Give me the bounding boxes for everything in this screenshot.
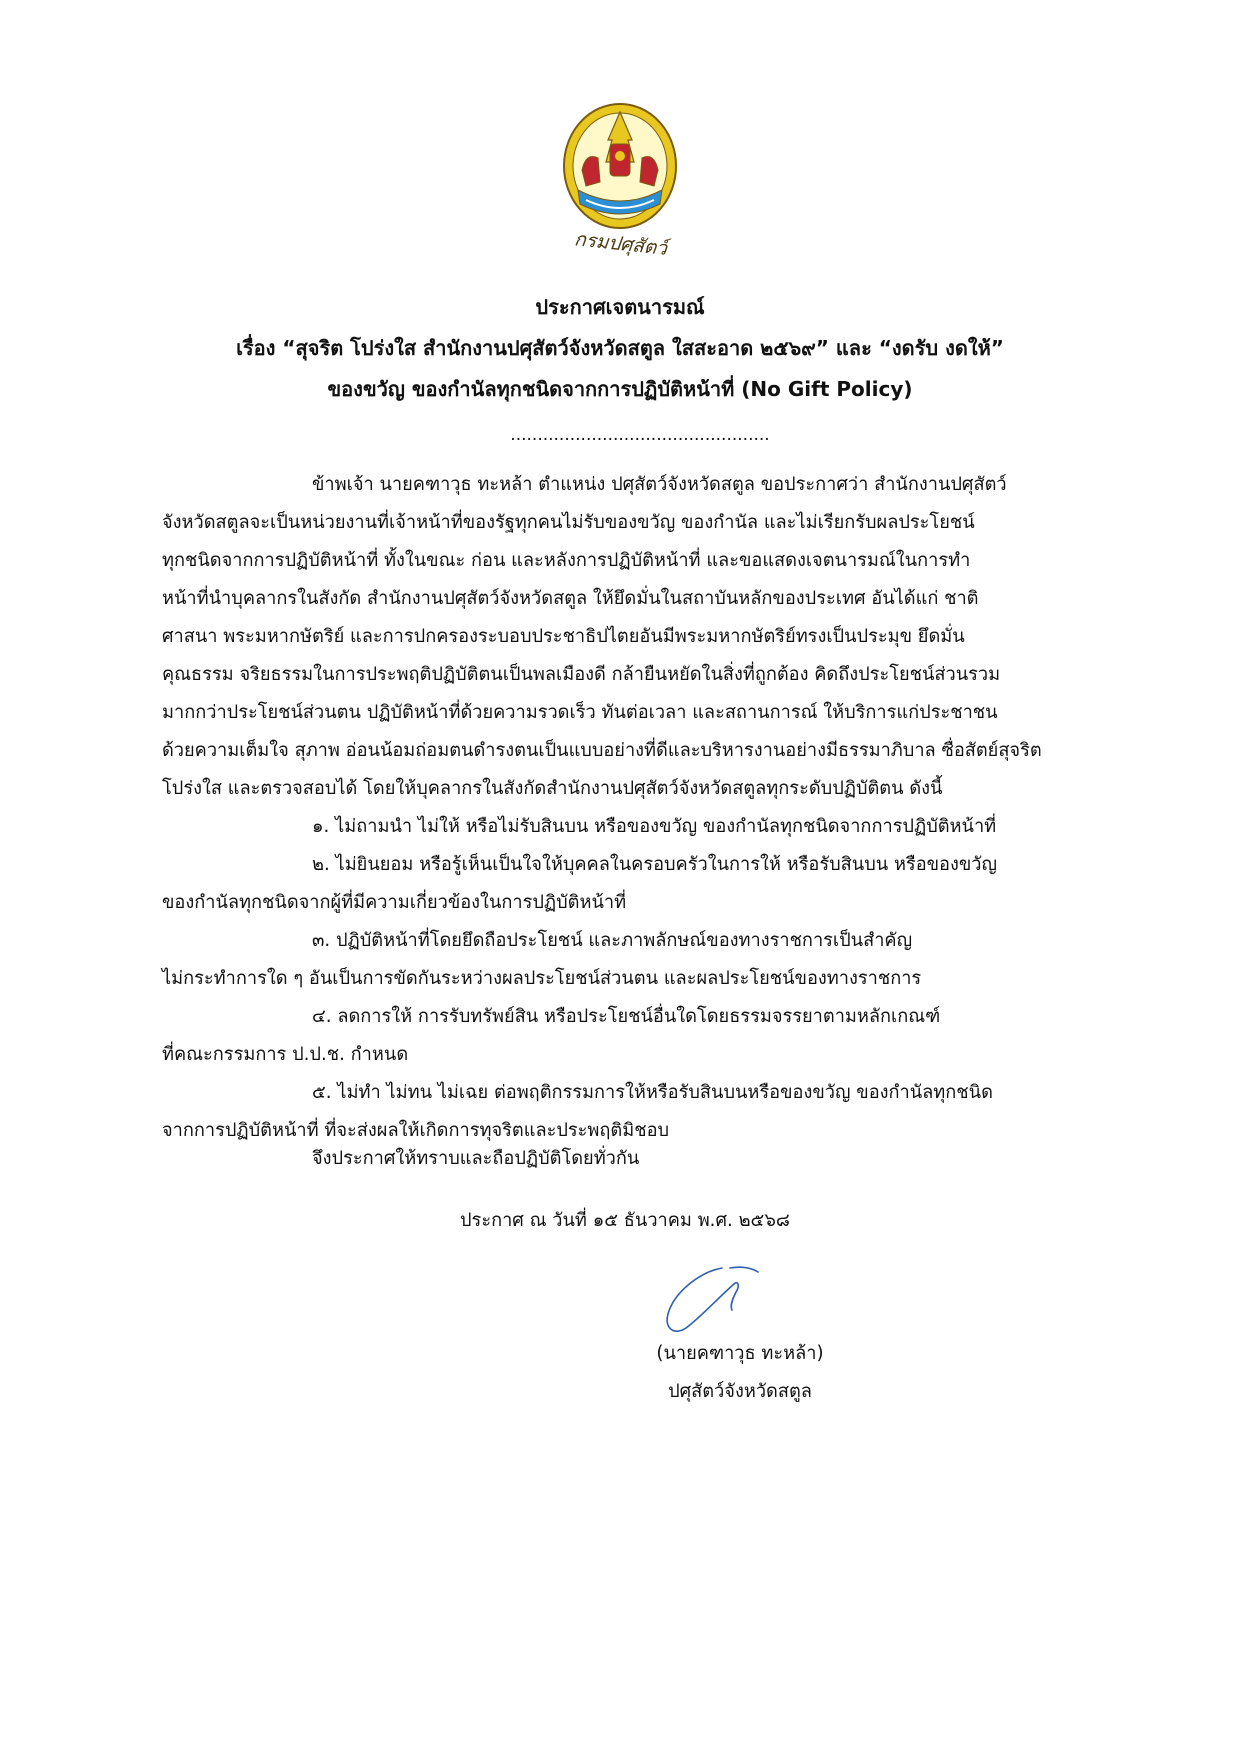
divider-dots: ................................................	[510, 425, 770, 445]
handwritten-signature	[660, 1262, 780, 1342]
subject-line-2: ของขวัญ ของกำนัลทุกชนิดจากการปฏิบัติหน้าที่ (No Gift Policy)	[327, 377, 913, 401]
list-item-2-continued: ของกำนัลทุกชนิดจากผู้ที่มีความเกี่ยวข้องในการปฏิบัติหน้าที่	[162, 892, 627, 913]
emblem-caption: กรมปศุสัตว์	[573, 228, 669, 260]
list-item-1: ๑. ไม่ถามนำ ไม่ให้ หรือไม่รับสินบน หรือของขวัญ ของกำนัลทุกชนิดจากการปฏิบัติหน้าที่	[312, 816, 997, 837]
announcement-title: ประกาศเจตนารมณ์	[535, 295, 705, 319]
list-item-4: ๔. ลดการให้ การรับทรัพย์สิน หรือประโยชน์อื่นใดโดยธรรมจรรยาตามหลักเกณฑ์	[312, 1006, 941, 1027]
paragraph-line: ข้าพเจ้า นายคฑาวุธ ทะหล้า ตำแหน่ง ปศุสัตว์จังหวัดสตูล ขอประกาศว่า สำนักงานปศุสัตว์	[312, 474, 1007, 495]
paragraph-line: หน้าที่นำบุคลากรในสังกัด สำนักงานปศุสัตว์จังหวัดสตูล ให้ยึดมั่นในสถาบันหลักของประเทศ อันได้แก่ ชาติ	[162, 588, 979, 609]
paragraph-line: ทุกชนิดจากการปฏิบัติหน้าที่ ทั้งในขณะ ก่อน และหลังการปฏิบัติหน้าที่ และขอแสดงเจตนารมณ์ในการทำ	[162, 550, 971, 571]
paragraph-line: ศาสนา พระมหากษัตริย์ และการปกครองระบอบประชาธิปไตยอันมีพระมหากษัตริย์ทรงเป็นประมุข ยึดมั่น	[162, 626, 965, 647]
list-item-3-continued: ไม่กระทำการใด ๆ อันเป็นการขัดกันระหว่างผลประโยชน์ส่วนตน และผลประโยชน์ของทางราชการ	[162, 968, 922, 989]
paragraph-line: จังหวัดสตูลจะเป็นหน่วยงานที่เจ้าหน้าที่ของรัฐทุกคนไม่รับของขวัญ ของกำนัล และไม่เรียกรับผลประโยชน์	[162, 512, 975, 533]
paragraph-line: มากกว่าประโยชน์ส่วนตน ปฏิบัติหน้าที่ด้วยความรวดเร็ว ทันต่อเวลา และสถานการณ์ ให้บริการแก่ประชาชน	[162, 702, 998, 723]
department-of-livestock-emblem	[560, 100, 680, 290]
signatory-position: ปศุสัตว์จังหวัดสตูล	[668, 1381, 812, 1402]
list-item-5-continued: จากการปฏิบัติหน้าที่ ที่จะส่งผลให้เกิดการทุจริตและประพฤติมิชอบ	[162, 1120, 670, 1141]
paragraph-line: คุณธรรม จริยธรรมในการประพฤติปฏิบัติตนเป็นพลเมืองดี กล้ายืนหยัดในสิ่งที่ถูกต้อง คิดถึงประโยชน์ส่วนรวม	[162, 664, 1001, 685]
closing-statement: จึงประกาศให้ทราบและถือปฏิบัติโดยทั่วกัน	[312, 1148, 640, 1169]
list-item-5: ๕. ไม่ทำ ไม่ทน ไม่เฉย ต่อพฤติกรรมการให้หรือรับสินบนหรือของขวัญ ของกำนัลทุกชนิด	[312, 1082, 993, 1103]
paragraph-line: ด้วยความเต็มใจ สุภาพ อ่อนน้อมถ่อมตนดำรงตนเป็นแบบอย่างที่ดีและบริหารงานอย่างมีธรรมาภิบาล ซื่อสัตย์สุจริต	[162, 740, 1042, 761]
list-item-4-continued: ที่คณะกรรมการ ป.ป.ช. กำหนด	[162, 1044, 409, 1065]
paragraph-line: โปร่งใส และตรวจสอบได้ โดยให้บุคลากรในสังกัดสำนักงานปศุสัตว์จังหวัดสตูลทุกระดับปฏิบัติตน ดังนี้	[162, 778, 943, 799]
subject-line-1: เรื่อง “สุจริต โปร่งใส สำนักงานปศุสัตว์จังหวัดสตูล ใสสะอาด ๒๕๖๙” และ “งดรับ งดให้”	[236, 336, 1004, 360]
list-item-2: ๒. ไม่ยินยอม หรือรู้เห็นเป็นใจให้บุคคลในครอบครัวในการให้ หรือรับสินบน หรือของขวัญ	[312, 854, 998, 875]
announcement-date: ประกาศ ณ วันที่ ๑๕ ธันวาคม พ.ศ. ๒๕๖๘	[460, 1210, 790, 1231]
signatory-name: (นายคฑาวุธ ทะหล้า)	[656, 1343, 824, 1364]
list-item-3: ๓. ปฏิบัติหน้าที่โดยยึดถือประโยชน์ และภาพลักษณ์ของทางราชการเป็นสำคัญ	[312, 930, 913, 951]
